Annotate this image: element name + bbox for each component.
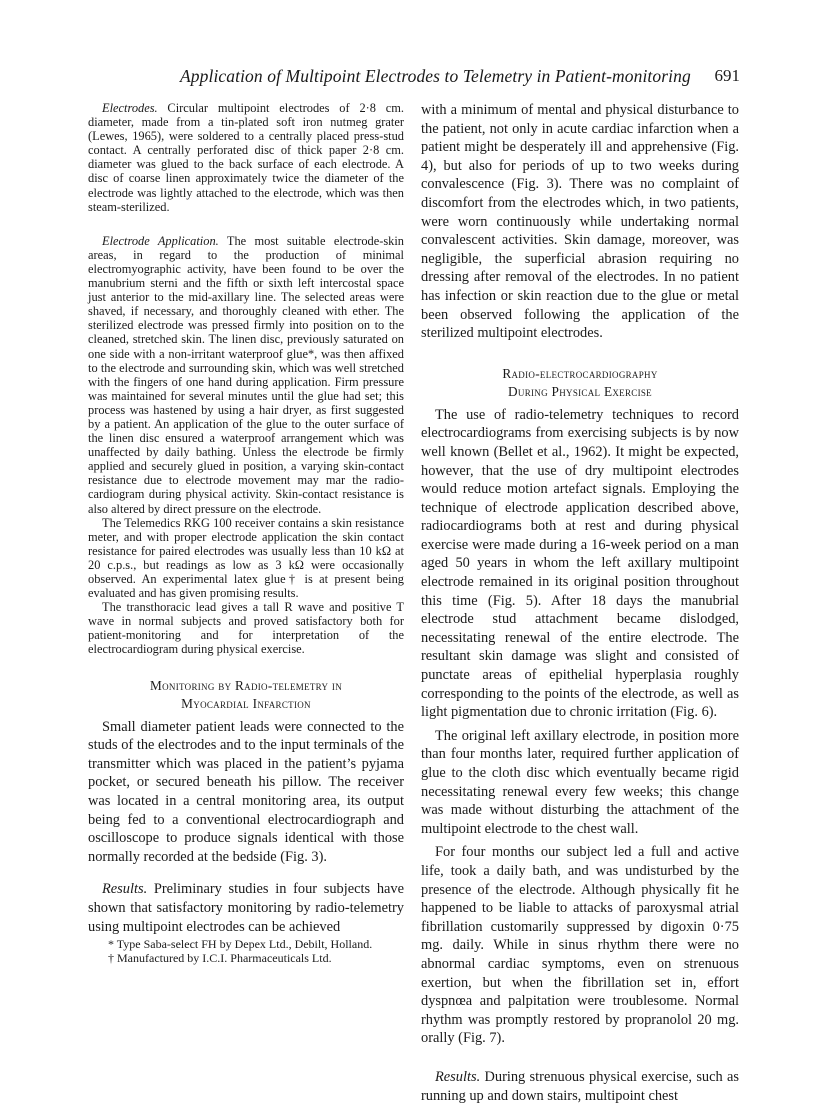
right-column <box>421 101 739 1105</box>
page-number: 691 <box>714 66 740 85</box>
results-paragraph <box>88 880 404 936</box>
electrode-application-text: The most suitable electrode-skin areas, in regard to the production of minimal electromyographic activity, have been found to be over the manubrium sterni and the fifth or sixth left intercostal space just anterior to the mid-axillary line. The selected areas were shaved, if necessary, and thoroughly cleaned with ether. The sterilized electrode was pressed firmly into position on to the cleaned, stretched skin. The linen disc, previously saturated on one side with a non-irritant waterproof glue*, was then affixed to the electrode and surrounding skin, which was well stretched with the fingers of one hand during application. Firm pressure was maintained for several minutes until the glue had set; this process was hastened by using a hair dryer, as first suggested by a patient. An application of the glue to the outer surface of the linen disc ensured a waterproof arrangement which was unaffected by daily bathing. Unless the electrode be firmly applied and securely glued in position, a varying skin-contact resistance due to electrode movement may mar the radio-cardiogram during physical activity. Skin-contact resistance is also altered by direct pressure on the electrode. <box>88 233 404 516</box>
results-lead: Results. <box>102 881 148 898</box>
electrodes-lead: Electrodes. <box>102 101 158 115</box>
footnote-1: * Type Saba-select FH by Depex Ltd., Debilt, Holland. <box>108 937 373 952</box>
running-title: Application of Multipoint Electrodes to Telemetry in Patient-monitoring <box>180 66 691 86</box>
four-months-paragraph: For four months our subject led a full and active life, took a daily bath, and was undisturbed by the presence of the electrode. Although physically fit he happened to be liable to attacks of paroxysmal atrial fibrillation customarily suppressed by digoxin 0·75 mg. daily. While in sinus rhythm there were no abnormal cardiac symptoms, even on strenuous exertion, but when the fibrillation set in, effort dyspnœa and palpitation were troublesome. Normal rhythm was promptly restored by propranolol 20 mg. orally (Fig. 7). <box>421 844 739 1047</box>
heading-line: During Physical Exercise <box>508 383 652 399</box>
section-heading-exercise <box>421 365 739 401</box>
heading-line: Myocardial Infarction <box>181 695 311 711</box>
results-paragraph <box>421 1068 739 1105</box>
results-text: Preliminary studies in four subjects have shown that satisfactory monitoring by radio-telemetry using multipoint electrodes can be achieved <box>88 881 404 935</box>
monitoring-paragraph: Small diameter patient leads were connected to the studs of the electrodes and to the input terminals of the transmitter which was placed in the patient’s pyjama pocket, or secured beneath his pillow. The receiver was located in a central monitoring area, its output being fed to a conventional electrocardiograph and oscilloscope to produce signals identical with those normally recorded at the bedside (Fig. 3). <box>88 718 404 865</box>
electrodes-paragraph <box>88 101 404 214</box>
results-lead: Results. <box>435 1068 481 1085</box>
electrode-application-lead: Electrode Application. <box>102 233 219 248</box>
telemetry-paragraph: The use of radio-telemetry techniques to record electrocardiograms from exercising subjects is by now well known (Bellet et al., 1962). It might be expected, however, that the use of dry multipoint electrodes would reduce motion artefact signals. Employing the technique of electrode application described above, radiocardiograms both at rest and during physical exercise were made during a 16-week period on a man aged 50 years in whom the left axillary multipoint electrode remained in its original position throughout this time (Fig. 5). After 18 days the manubrial electrode stud attachment became dislodged, necessitating renewal of the entire electrode. The resultant skin damage was slight and consisted of punctate areas of epithelial hyperplasia roughly corresponding to the points of the electrode, as well as light pigmentation due to chronic irritation (Fig. 6). <box>421 406 739 721</box>
section-heading-monitoring <box>88 677 404 713</box>
electrodes-text: Circular multipoint electrodes of 2·8 cm. diameter, made from a tin-plated soft iron nutmeg grater (Lewes, 1965), were soldered to a centrally placed press-stud contact. A centrally perforated disc of thick paper 2·8 cm. diameter was glued to the back surface of each electrode. A disc of coarse linen approximately twice the diameter of the electrode was lightly attached to the electrode, which was then steam-sterilized. <box>88 101 404 214</box>
electrode-application-paragraph <box>88 234 404 516</box>
original-electrode-paragraph: The original left axillary electrode, in position more than four months later, required further application of glue to the cloth disc which eventually became rigid necessitating renewal every few weeks; this change was made without disturbing the attachment of the multipoint electrode to the chest wall. <box>421 727 739 837</box>
results-text: During strenuous physical exercise, such as running up and down stairs, multipoint chest <box>421 1068 739 1104</box>
left-column <box>88 101 404 965</box>
heading-line: Monitoring by Radio-telemetry in <box>149 677 342 693</box>
footnote-2: † Manufactured by I.C.I. Pharmaceuticals Ltd. <box>108 951 332 966</box>
receiver-paragraph: The Telemedics RKG 100 receiver contains a skin resistance meter, and with proper electrode application the skin contact resistance for paired electrodes was usually less than 10 kΩ at 20 c.p.s., but readings as low as 3 kΩ were occasionally observed. An experimental latex glue† is at present being evaluated and has given promising results. <box>88 515 404 601</box>
transthoracic-paragraph: The transthoracic lead gives a tall R wave and positive T wave in normal subjects and proved satisfactory both for patient-monitoring and for interpretation of the electrocardiogram during physical exercise. <box>88 600 404 657</box>
continuation-paragraph: with a minimum of mental and physical disturbance to the patient, not only in acute cardiac infarction when a patient might be desperately ill and apprehensive (Fig. 4), but also for periods of up to two weeks during convalescence (Fig. 3). There was no complaint of discomfort from the electrodes which, in two patients, were worn continuously while undertaking normal convalescent activities. Skin damage, moreover, was negligible, the superficial abrasion requiring no dressing after removal of the electrodes. In no patient has infection or skin reaction due to the glue or metal been observed following the application of the sterilized multipoint electrodes. <box>421 102 739 342</box>
heading-line: Radio-electrocardiography <box>502 365 658 381</box>
running-header <box>180 66 740 90</box>
